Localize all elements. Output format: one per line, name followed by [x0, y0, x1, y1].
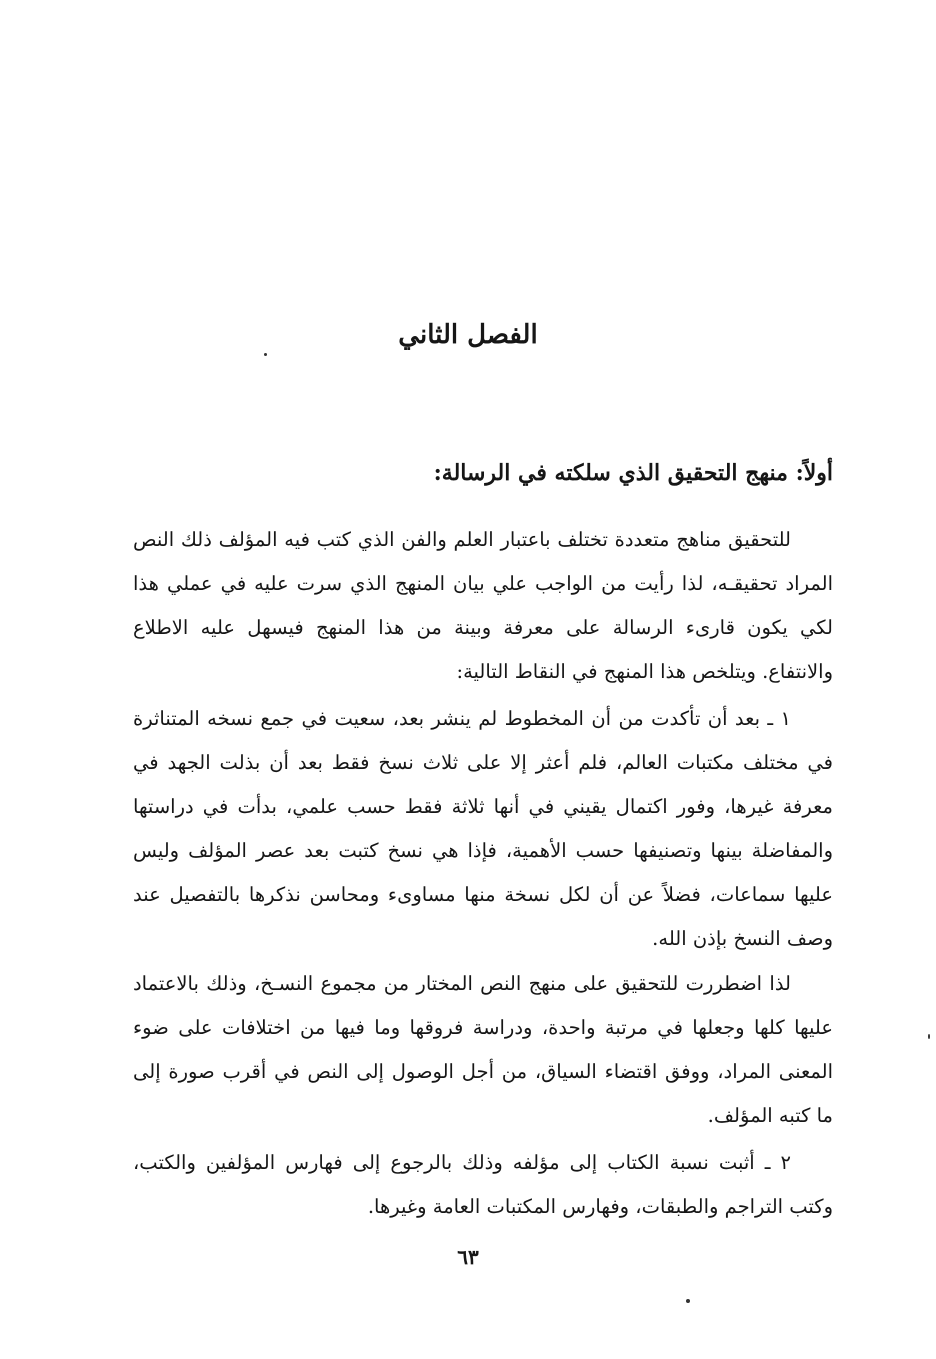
chapter-title: الفصل الثاني — [398, 320, 538, 350]
page-number: ٦٣ — [457, 1245, 479, 1269]
point-two-paragraph: ٢ ـ أثبت نسبة الكتاب إلى مؤلفه وذلك بالرجوع إلى فهارس المؤلفين والكتب، وكتب التراجم والطبقات، وفهارس المكتبات العامة وغيرها. — [133, 1151, 833, 1218]
point-one-paragraph: ١ ـ بعد أن تأكدت من أن المخطوط لم ينشر بعد، سعيت في جمع نسخه المتناثرة في مختلف مكتبات العالم، فلم أعثر إلا على ثلاث نسخ فقط بعد أن بذلت الجهد في معرفة غيرها، وفور اكتمال يقيني في أنها ثلاثة فقط حسب علمي، بدأت في دراستها والمفاضلة بينها وتصنيفها حسب الأهمية، فإذا هي نسخ كتبت بعد عصر المؤلف وليس عليها سماعات، فضلاً عن أن لكل نسخة منها مساوىء ومحاسن نذكرها بالتفصيل عند وصف النسخ بإذن الله. — [133, 707, 833, 950]
scan-speck — [264, 353, 267, 356]
scan-speck — [928, 1034, 930, 1039]
intro-paragraph: للتحقيق مناهج متعددة تختلف باعتبار العلم والفن الذي كتب فيه المؤلف ذلك النص المراد تحقيقـه، لذا رأيت من الواجب علي بيان المنهج الذي سرت عليه في عملي هذا لكي يكون قارىء الرسالة على معرفة وبينة من هذا المنهج فيسهل عليه الاطلاع والانتفاع. ويتلخص هذا المنهج في النقاط التالية: — [133, 528, 833, 683]
section-heading: أولاً: منهج التحقيق الذي سلكته في الرسالة: — [433, 460, 833, 486]
scan-speck — [686, 1299, 690, 1303]
method-paragraph: لذا اضطررت للتحقيق على منهج النص المختار من مجموع النسـخ، وذلك بالاعتماد عليها كلها وجعلها في مرتبة واحدة، ودراسة فروقها وما فيها من اختلافات على ضوء المعنى المراد، ووفق اقتضاء السياق، من أجل الوصول إلى النص في أقرب صورة إلى ما كتبه المؤلف. — [133, 972, 833, 1127]
